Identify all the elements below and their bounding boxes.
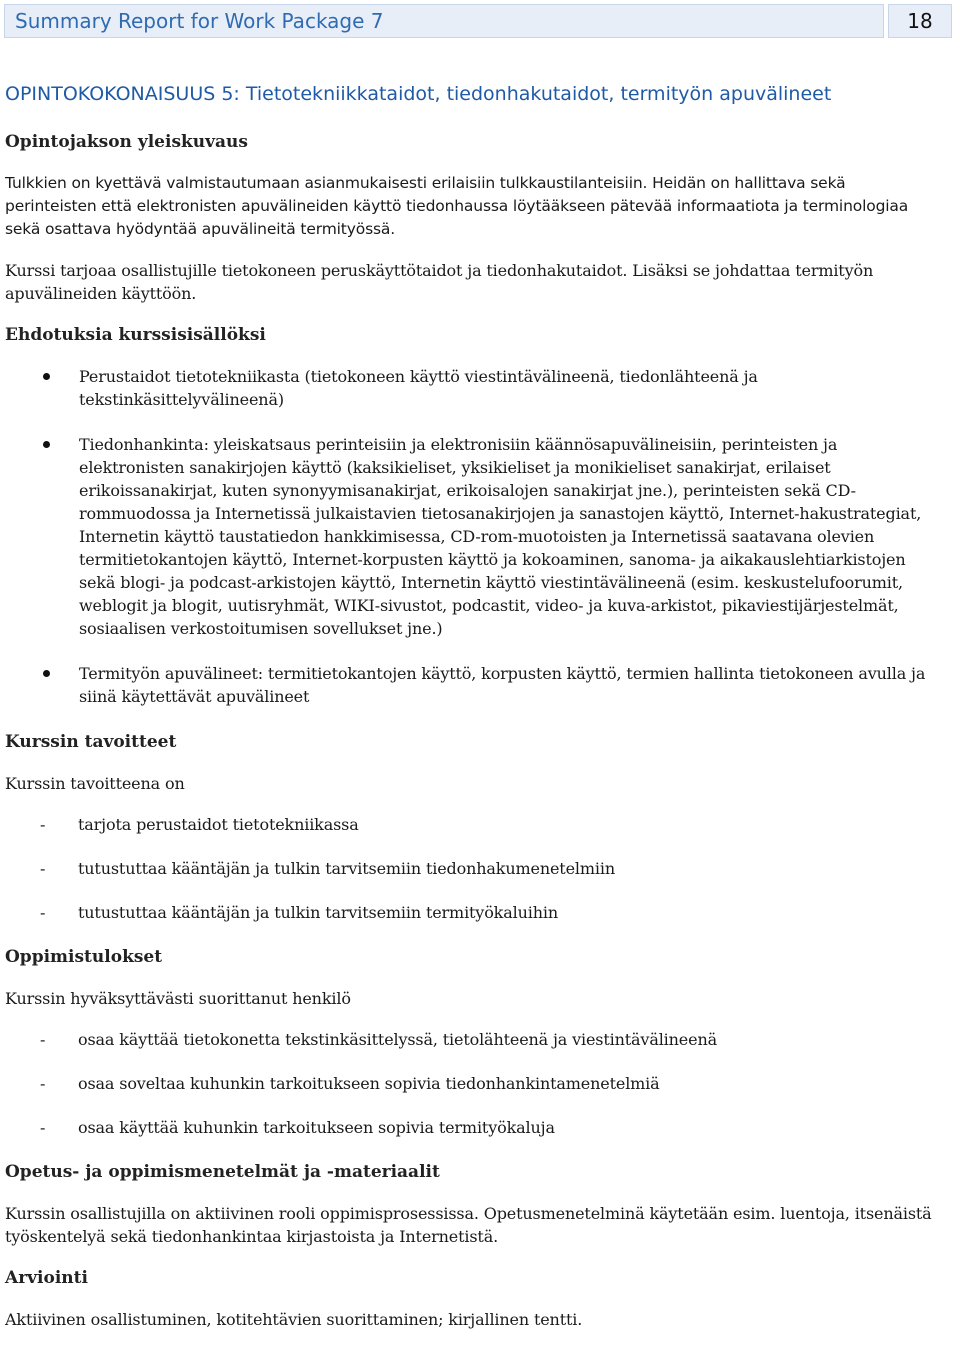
- methods-paragraph: Kurssin osallistujilla on aktiivinen rooli oppimisprosessissa. Opetusmenetelminä käytetään esim. luentoja, itsenäistä työskentelyä sekä tiedonhankintaa kirjastoista ja Internetistä.: [5, 1204, 932, 1246]
- outcomes-list: [5, 1028, 940, 1139]
- dash-marker: -: [40, 859, 46, 878]
- content-suggestions-list: [5, 365, 940, 708]
- methods-heading: Opetus- ja oppimismenetelmät ja -materiaalit: [5, 1162, 440, 1182]
- document-body: [5, 80, 940, 1349]
- page-number: 18: [888, 4, 952, 38]
- list-item: Tiedonhankinta: yleiskatsaus perinteisiin ja elektronisiin käännösapuvälineisiin, perinteisten ja elektronisten sanakirjojen käyttö (kaksikieliset, yksikieliset ja monikieliset sanakirjat, erilaiset erikoissanakirjat, kuten synonyymisanakirjat, erikoisalojen sanakirjat jne.), perinteisten sekä CD-rommuodossa ja Internetissä julkaistavien tietosanakirjojen ja sanastojen käyttö, Internet-hakustrategiat, Internetin käyttö taustatiedon hankkimisessa, CD-rom-muotoisten ja Internetissä saatavana olevien termitietokantojen käyttö, Internet-korpusten käyttö ja kokoaminen, sanoma- ja aikakauslehtiarkistojen sekä blogi- ja podcast-arkistojen käyttö, Internetin käyttö viestintävälineenä (esim. keskustelufoorumit, weblogit ja blogit, uutisryhmät, WIKI-sivustot, podcastit, video- ja kuva-arkistot, pikaviestijärjestelmät, sosiaalisen verkostoitumisen sovellukset jne.): [5, 433, 940, 640]
- bullet-icon: [43, 670, 50, 677]
- objectives-intro: Kurssin tavoitteena on: [5, 774, 185, 793]
- list-item: - tutustuttaa kääntäjän ja tulkin tarvitsemiin termityökaluihin: [40, 903, 558, 922]
- content-suggestions-heading: Ehdotuksia kurssisisällöksi: [5, 325, 266, 345]
- course-heading: OPINTOKOKONAISUUS 5: Tietotekniikkataidot, tiedonhakutaidot, termityön apuvälineet: [5, 83, 832, 105]
- dash-marker: -: [40, 1030, 46, 1049]
- report-title: Summary Report for Work Package 7: [4, 4, 884, 38]
- list-item: - tarjota perustaidot tietotekniikassa: [40, 815, 359, 834]
- list-item: - osaa soveltaa kuhunkin tarkoitukseen sopivia tiedonhankintamenetelmiä: [40, 1074, 660, 1093]
- dash-marker: -: [40, 1074, 46, 1093]
- outcomes-intro: Kurssin hyväksyttävästi suorittanut henkilö: [5, 989, 351, 1008]
- bullet-icon: [43, 373, 50, 380]
- dash-marker: -: [40, 903, 46, 922]
- assessment-heading: Arviointi: [5, 1268, 88, 1288]
- list-item: Perustaidot tietotekniikasta (tietokoneen käyttö viestintävälineenä, tiedonlähteenä ja tekstinkäsittelyvälineenä): [5, 365, 940, 411]
- overview-heading: Opintojakson yleiskuvaus: [5, 132, 248, 152]
- dash-marker: -: [40, 1118, 46, 1137]
- list-item: Termityön apuvälineet: termitietokantojen käyttö, korpusten käyttö, termien hallinta tietokoneen avulla ja siinä käytettävät apuvälineet: [5, 662, 940, 708]
- objectives-list: [5, 813, 940, 924]
- list-item: - osaa käyttää tietokonetta tekstinkäsittelyssä, tietolähteenä ja viestintävälineenä: [40, 1030, 717, 1049]
- objectives-heading: Kurssin tavoitteet: [5, 732, 177, 752]
- list-item: - osaa käyttää kuhunkin tarkoitukseen sopivia termityökaluja: [40, 1118, 555, 1137]
- list-item: - tutustuttaa kääntäjän ja tulkin tarvitsemiin tiedonhakumenetelmiin: [40, 859, 615, 878]
- overview-paragraph-2: Kurssi tarjoaa osallistujille tietokoneen peruskäyttötaidot ja tiedonhakutaidot. Lisäksi se johdattaa termityön apuvälineiden käyttöön.: [5, 261, 874, 303]
- assessment-paragraph: Aktiivinen osallistuminen, kotitehtävien suorittaminen; kirjallinen tentti.: [5, 1310, 583, 1329]
- page-header: [4, 4, 952, 38]
- dash-marker: -: [40, 815, 46, 834]
- outcomes-heading: Oppimistulokset: [5, 947, 163, 967]
- overview-paragraph-1: Tulkkien on kyettävä valmistautumaan asianmukaisesti erilaisiin tulkkaustilanteisiin. Heidän on hallittava sekä perinteisten että elektronisten apuvälineiden käyttö tiedonhaussa löytääkseen pätevää informaatiota ja terminologiaa sekä osattava hyödyntää apuvälineitä termityössä.: [5, 174, 909, 238]
- bullet-icon: [43, 441, 50, 448]
